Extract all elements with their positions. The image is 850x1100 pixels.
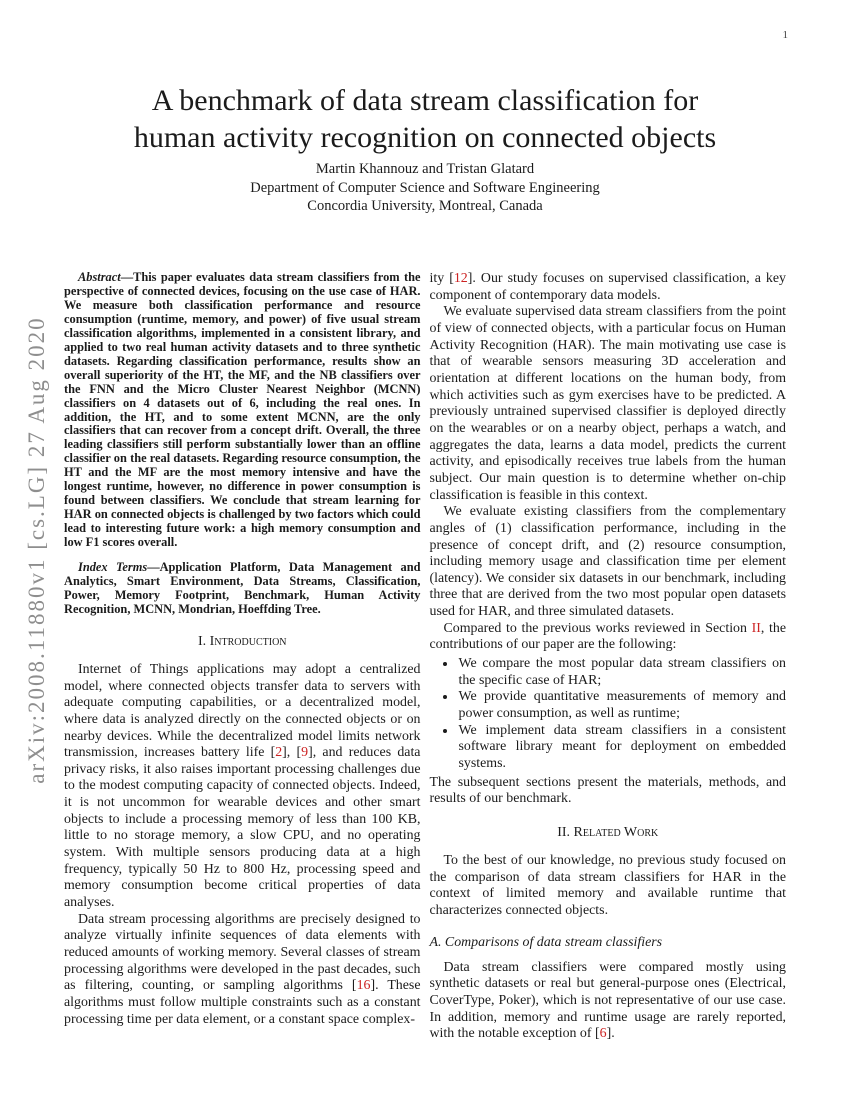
citation-link[interactable]: 2: [275, 745, 283, 761]
contribution-list: [430, 656, 787, 773]
paper-title: [0, 82, 850, 156]
author-names: Martin Khannouz and Tristan Glatard: [315, 161, 535, 177]
citation-link[interactable]: II: [751, 620, 761, 636]
author-department: Department of Computer Science and Software Engineering: [250, 179, 600, 196]
intro-paragraph-5: We evaluate existing classifiers from the complementary angles of (1) classification performance, including in the presence of concept drift, and (2) resource consumption, including memory usage and classification time per element (latency). We consider six datasets in our benchmark, including three that are derived from the two most popular open datasets used for HAR, and three simulated datasets.: [429, 504, 786, 620]
subsection-heading-comparisons: A. Comparisons of data stream classifiers: [429, 934, 663, 950]
contribution-item-3: • We implement data stream classifiers in a consistent software library meant for deployment on embedded systems.: [457, 723, 787, 773]
arxiv-watermark: arXiv:2008.11880v1 [cs.LG] 27 Aug 2020: [24, 316, 49, 784]
intro-paragraph-7: The subsequent sections present the materials, methods, and results of our benchmark.: [429, 774, 786, 807]
paper-title-line2: human activity recognition on connected objects: [133, 121, 717, 154]
citation-link[interactable]: 9: [301, 745, 309, 761]
intro-paragraph-1: Internet of Things applications may adopt a centralized model, where connected objects transfer data to servers with adequate computing capabilities, or a decentralized model, where data is analyzed directly on the connected objects or on nearby devices. While the decentralized model limits network transmission, increases battery life [2], [9], and reduces data privacy risks, it also raises important processing challenges due to the modest computing capacity of connected objects. Indeed, it is not uncommon for wearable devices and other smart objects to include a processing memory of less than 100 KB, little to no storage memory, a slow CPU, and no operating system. With multiple sensors producing data at a high frequency, typically 50 Hz to 800 Hz, processing speed and memory consumption become critical properties of data analyses.: [64, 661, 421, 911]
intro-paragraph-4: We evaluate supervised data stream classifiers from the point of view of connected objects, with a particular focus on Human Activity Recognition (HAR). The main motivating use case is that of wearable sensors measuring 3D acceleration and orientation at different locations on the human body, from which activities such as gym exercises have to be predicted. A previously untrained supervised classifier is deployed directly on the wearables or on a nearby object, perhaps a watch, and aggregates the data, learns a data model, predicts the current activity, and episodically receives true labels from the human subject. Our main question is to determine whether on-chip classification is feasible in this context.: [429, 304, 786, 503]
related-work-paragraph-1: To the best of our knowledge, no previous study focused on the comparison of data stream classifiers for HAR in the context of limited memory and available runtime that characterizes connected objects.: [429, 853, 786, 918]
contribution-item-2: • We provide quantitative measurements of memory and power consumption, as well as runtime;: [457, 689, 787, 722]
page-number: 1: [782, 29, 788, 41]
contribution-item-1: • We compare the most popular data stream classifiers on the specific case of HAR;: [457, 656, 787, 689]
right-column: [430, 271, 787, 1043]
section-heading-related-work: II. Related Work: [557, 825, 659, 840]
paper-title-line1: A benchmark of data stream classification for: [151, 84, 699, 117]
citation-link[interactable]: 12: [453, 271, 468, 286]
left-column: [64, 271, 421, 1043]
abstract-lead: Abstract: [78, 270, 121, 284]
author-institution: Concordia University, Montreal, Canada: [307, 198, 543, 215]
author-block: [0, 160, 850, 216]
comparisons-paragraph-1: Data stream classifiers were compared mostly using synthetic datasets or real but general-purpose ones (Electrical, CoverType, Poker), which is not representative of our use case. In addition, memory and runtime usage are rarely reported, with the notable exception of [6].: [429, 959, 786, 1042]
abstract-paragraph: [64, 271, 421, 550]
abstract-text: —This paper evaluates data stream classifiers from the perspective of connected devices, focusing on the use case of HAR. We measure both classification performance and resource consumption (runtime, memory, and power) of five usual stream classification algorithms, implemented in a consistent library, and applied to two real human activity datasets and to three synthetic datasets. Regarding classification performance, results show an overall superiority of the HT, the MF, and the NB classifiers over the FNN and the Micro Cluster Nearest Neighbor (MCNN) classifiers on 4 datasets out of 6, including the real ones. In addition, the HT, and to some extent MCNN, are the only classifiers that can recover from a concept drift. Overall, the three leading classifiers still perform substantially lower than an offline classifier on the real datasets. Regarding resource consumption, the HT and the MF are the most memory intensive and have the longest runtime, however, no difference in power consumption is found between classifiers. We conclude that stream learning for HAR on connected objects is challenged by two factors which could lead to interesting future work: a high memory consumption and low F1 scores overall.: [64, 270, 421, 550]
intro-paragraph-6: Compared to the previous works reviewed in Section II, the contributions of our paper are the following:: [429, 620, 786, 653]
intro-paragraph-2: Data stream processing algorithms are precisely designed to analyze virtually infinite sequences of data elements with reduced amounts of working memory. Several classes of stream processing algorithms were developed in the past decades, such as filtering, counting, or sampling algorithms [16]. These algorithms must follow multiple constraints such as a constant processing time per data element, or a constant space complex-: [64, 911, 421, 1027]
citation-link[interactable]: 6: [599, 1026, 607, 1042]
index-terms-text: —Application Platform, Data Management and Analytics, Smart Environment, Data Streams, Classification, Power, Memory Footprint, Benchmark, Human Activity Recognition, MCNN, Mondrian, Hoeffding Tree.: [64, 560, 421, 616]
intro-paragraph-3: ity [12]. Our study focuses on supervised classification, a key component of contemporary data models.: [429, 271, 786, 303]
section-heading-introduction: I. Introduction: [197, 633, 287, 649]
index-terms-paragraph: [64, 561, 421, 617]
two-column-body: [64, 271, 786, 1043]
citation-link[interactable]: 16: [356, 978, 371, 994]
index-terms-lead: Index Terms: [78, 560, 148, 575]
